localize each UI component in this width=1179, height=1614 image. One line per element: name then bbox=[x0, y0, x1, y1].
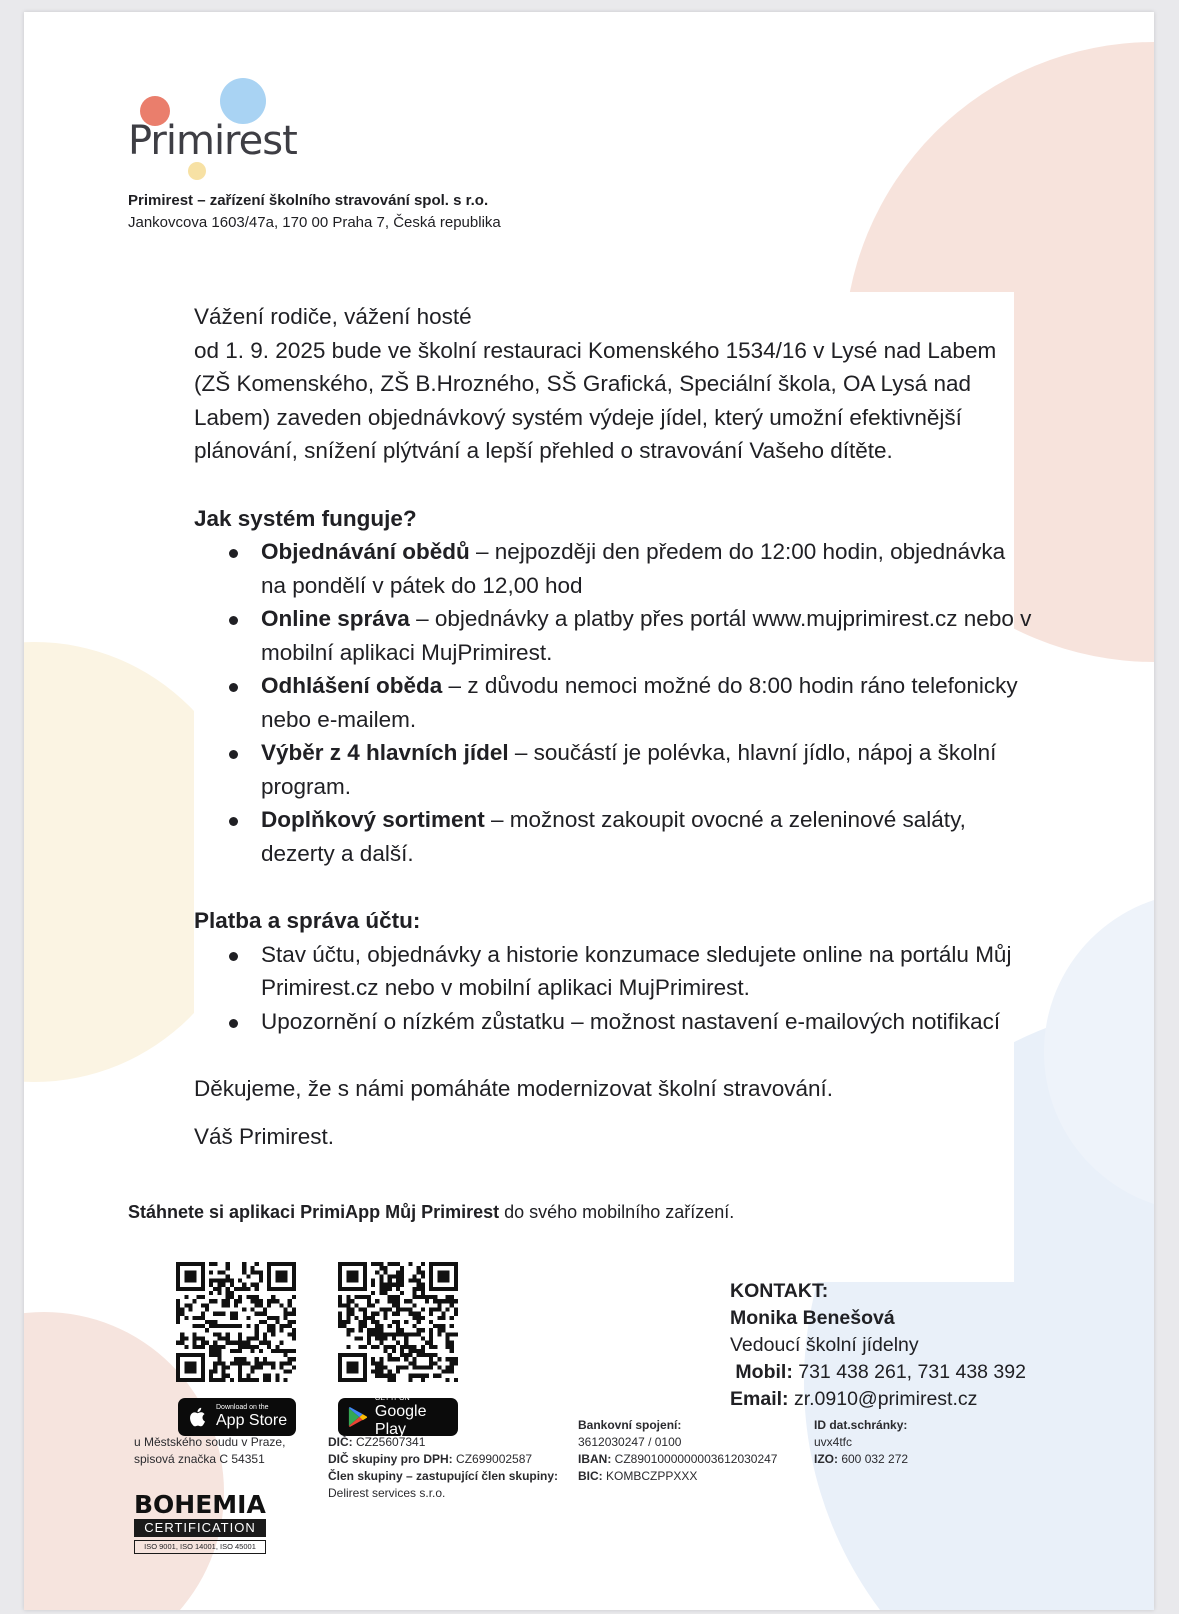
list-item bbox=[229, 803, 1034, 870]
qr-code-icon bbox=[176, 1262, 296, 1382]
footer-col-registration bbox=[134, 1434, 285, 1468]
item-title: Online správa bbox=[261, 606, 410, 631]
mobile-label: Mobil: bbox=[735, 1361, 793, 1383]
contact-heading: KONTAKT: bbox=[730, 1280, 829, 1302]
qr-code-app-store[interactable] bbox=[176, 1262, 296, 1382]
app-store-badge[interactable] bbox=[178, 1398, 296, 1436]
contact-name: Monika Benešová bbox=[730, 1307, 895, 1329]
letter-page bbox=[24, 12, 1154, 1610]
list-item: Stav účtu, objednávky a historie konzumace sledujete online na portálu Můj Primirest.cz nebo v mobilní aplikaci MujPrimirest. bbox=[229, 938, 1034, 1005]
intro-line: (ZŠ Komenského, ZŠ B.Hrozného, SŠ Grafická, Speciální škola, OA Lysá nad bbox=[194, 371, 972, 396]
logo-yellow-dot bbox=[188, 162, 206, 180]
bohemia-certification-logo bbox=[134, 1492, 266, 1556]
list-item bbox=[229, 535, 1034, 602]
item-text: – objednávky a platby přes portál www.mujprimirest.cz nebo v mobilní aplikaci MujPrimirest. bbox=[261, 606, 1032, 665]
footer-text: spisová značka C 54351 bbox=[134, 1452, 265, 1466]
intro-line: plánování, snížení plýtvání a lepší přehled o stravování Vašeho dítěte. bbox=[194, 438, 893, 463]
letter-body bbox=[194, 300, 1034, 1153]
member-value: Delirest services s.r.o. bbox=[328, 1486, 446, 1500]
primirest-logo bbox=[128, 78, 297, 188]
item-text: – nejpozději den předem do 12:00 hodin, objednávka na pondělí v pátek do 12,00 hod bbox=[261, 539, 1006, 598]
databox-heading: ID dat.schránky: bbox=[814, 1418, 908, 1432]
list-item bbox=[229, 669, 1034, 736]
cert-brand: BOHEMIA bbox=[134, 1490, 266, 1519]
dic-value: CZ25607341 bbox=[352, 1435, 426, 1449]
footer-text: u Městského soudu v Praze, bbox=[134, 1435, 286, 1449]
izo-value: 600 032 272 bbox=[838, 1452, 909, 1466]
company-header bbox=[128, 190, 501, 234]
google-play-icon bbox=[346, 1405, 369, 1429]
contact-role: Vedoucí školní jídelny bbox=[730, 1334, 919, 1356]
signature: Váš Primirest. bbox=[194, 1123, 335, 1149]
bank-heading: Bankovní spojení: bbox=[578, 1418, 682, 1432]
item-title: Doplňkový sortiment bbox=[261, 807, 485, 832]
google-play-label: Google Play bbox=[374, 1403, 427, 1438]
qr-code-google-play[interactable] bbox=[338, 1262, 458, 1382]
dph-label: DIČ skupiny pro DPH: bbox=[328, 1452, 453, 1466]
item-text: – možnost zakoupit ovocné a zeleninové saláty, dezerty a další. bbox=[261, 807, 966, 866]
contact-block bbox=[730, 1278, 1026, 1413]
app-store-label: App Store bbox=[216, 1412, 288, 1429]
intro-line: od 1. 9. 2025 bude ve školní restauraci Komenského 1534/16 v Lysé nad Labem bbox=[194, 337, 997, 363]
cert-iso: ISO 9001, ISO 14001, ISO 45001 bbox=[134, 1540, 266, 1554]
cert-sub: CERTIFICATION bbox=[134, 1519, 266, 1537]
download-rest: do svého mobilního zařízení. bbox=[499, 1202, 735, 1222]
list-item bbox=[229, 736, 1034, 803]
company-address: Jankovcova 1603/47a, 170 00 Praha 7, Česká republika bbox=[128, 214, 501, 231]
item-title: Odhlášení oběda bbox=[261, 673, 443, 698]
list-item bbox=[229, 602, 1034, 669]
footer-col-bank bbox=[578, 1417, 777, 1485]
greeting: Vážení rodiče, vážení hosté bbox=[194, 304, 472, 329]
bic-label: BIC: bbox=[578, 1469, 603, 1483]
download-bold: Stáhnete si aplikaci PrimiApp Můj Primirest bbox=[128, 1202, 500, 1222]
how-list bbox=[229, 535, 1034, 870]
footer-col-ids bbox=[814, 1417, 908, 1468]
item-text: – z důvodu nemoci možné do 8:00 hodin ráno telefonicky nebo e-mailem. bbox=[261, 673, 1018, 732]
member-label: Člen skupiny – zastupující člen skupiny: bbox=[328, 1469, 559, 1483]
payment-heading: Platba a správa účtu: bbox=[194, 908, 421, 933]
google-play-small-text: GET IT ON bbox=[374, 1395, 410, 1402]
how-heading: Jak systém funguje? bbox=[194, 505, 417, 531]
mobile-number[interactable]: 731 438 261, 731 438 392 bbox=[792, 1361, 1026, 1383]
dic-label: DIČ: bbox=[328, 1435, 353, 1449]
logo-wordmark: Primirest bbox=[128, 118, 297, 164]
thanks-text: Děkujeme, že s námi pomáháte modernizovat školní stravování. bbox=[194, 1076, 834, 1101]
company-name: Primirest – zařízení školního stravování spol. s r.o. bbox=[128, 192, 489, 209]
databox-id: uvx4tfc bbox=[814, 1435, 853, 1449]
iban-label: IBAN: bbox=[578, 1452, 612, 1466]
email-label: Email: bbox=[730, 1388, 789, 1410]
apple-icon bbox=[186, 1405, 210, 1429]
email-address[interactable]: zr.0910@primirest.cz bbox=[788, 1388, 978, 1410]
app-store-small-text: Download on the bbox=[216, 1404, 269, 1411]
bic-value: KOMBCZPPXXX bbox=[602, 1469, 698, 1483]
bank-account: 3612030247 / 0100 bbox=[578, 1435, 682, 1449]
izo-label: IZO: bbox=[814, 1452, 838, 1466]
item-title: Objednávání obědů bbox=[261, 539, 470, 564]
item-text: – součástí je polévka, hlavní jídlo, nápoj a školní program. bbox=[261, 740, 997, 799]
google-play-badge[interactable] bbox=[338, 1395, 458, 1438]
download-note bbox=[128, 1202, 734, 1223]
iban-value: CZ8901000000003612030247 bbox=[611, 1452, 778, 1466]
payment-list bbox=[229, 938, 1034, 1039]
qr-code-icon bbox=[338, 1262, 458, 1382]
dph-value: CZ699002587 bbox=[452, 1452, 533, 1466]
footer-col-tax bbox=[328, 1434, 558, 1502]
list-item: Upozornění o nízkém zůstatku – možnost nastavení e-mailových notifikací bbox=[229, 1005, 1034, 1039]
item-title: Výběr z 4 hlavních jídel bbox=[261, 740, 509, 765]
intro-line: Labem) zaveden objednávkový systém výdeje jídel, který umožní efektivnější bbox=[194, 404, 962, 430]
